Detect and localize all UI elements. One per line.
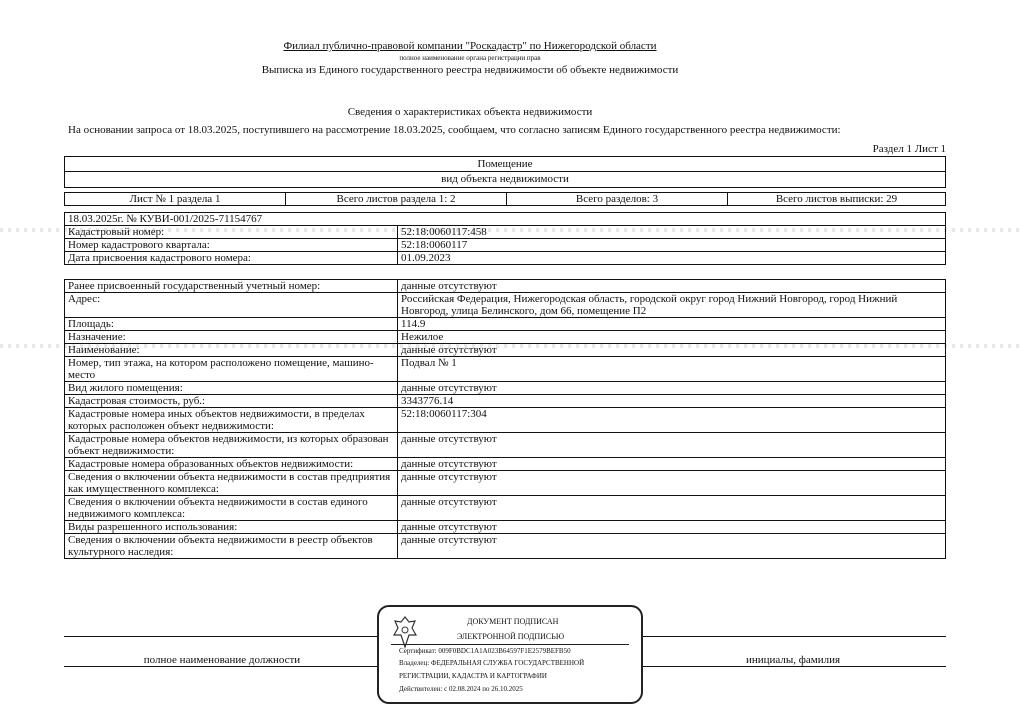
table-row bbox=[65, 280, 946, 293]
table-row bbox=[65, 395, 946, 408]
table-row bbox=[65, 471, 946, 496]
field-value: 52:18:0060117 bbox=[398, 239, 946, 252]
name-caption: инициалы, фамилия bbox=[745, 654, 841, 666]
field-label: Номер, тип этажа, на котором расположено помещение, машино-место bbox=[65, 357, 398, 382]
position-caption: полное наименование должности bbox=[143, 654, 301, 666]
stamp-validity: Действителен: с 02.08.2024 по 26.10.2025 bbox=[399, 685, 523, 693]
table-row bbox=[65, 521, 946, 534]
total-sheets-section: Всего листов раздела 1: 2 bbox=[286, 193, 507, 206]
field-value: данные отсутствуют bbox=[398, 471, 946, 496]
section-title: Сведения о характеристиках объекта недвижимости bbox=[347, 106, 593, 118]
field-label: Наименование: bbox=[65, 344, 398, 357]
doc-number: 18.03.2025г. № КУВИ-001/2025-71154767 bbox=[65, 213, 946, 226]
object-type: Помещение bbox=[477, 158, 533, 170]
field-label: Кадастровые номера объектов недвижимости, из которых образован объект недвижимости: bbox=[65, 433, 398, 458]
field-label: Кадастровые номера образованных объектов недвижимости: bbox=[65, 458, 398, 471]
section-sheet: Раздел 1 Лист 1 bbox=[872, 143, 946, 155]
field-value: 52:18:0060117:304 bbox=[398, 408, 946, 433]
characteristics-table bbox=[64, 279, 946, 559]
field-label: Площадь: bbox=[65, 318, 398, 331]
org-name: Филиал публично-правовой компании "Роскадастр" по Нижегородской области bbox=[283, 40, 657, 52]
field-label: Сведения о включении объекта недвижимости в реестр объектов культурного наследия: bbox=[65, 534, 398, 559]
field-value: Подвал № 1 bbox=[398, 357, 946, 382]
table-row bbox=[65, 357, 946, 382]
field-label: Дата присвоения кадастрового номера: bbox=[65, 252, 398, 265]
table-row bbox=[65, 433, 946, 458]
field-label: Вид жилого помещения: bbox=[65, 382, 398, 395]
table-row bbox=[65, 293, 946, 318]
table-row bbox=[65, 252, 946, 265]
org-caption: полное наименование органа регистрации прав bbox=[399, 54, 541, 62]
field-label: Номер кадастрового квартала: bbox=[65, 239, 398, 252]
table-row bbox=[65, 226, 946, 239]
field-label: Кадастровая стоимость, руб.: bbox=[65, 395, 398, 408]
field-value: 3343776.14 bbox=[398, 395, 946, 408]
field-value: 114.9 bbox=[398, 318, 946, 331]
object-type-box bbox=[64, 156, 946, 188]
field-label: Адрес: bbox=[65, 293, 398, 318]
field-value: 52:18:0060117:458 bbox=[398, 226, 946, 239]
table-row bbox=[65, 239, 946, 252]
signature-stamp bbox=[377, 605, 643, 704]
table-row bbox=[65, 318, 946, 331]
request-line: На основании запроса от 18.03.2025, поступившего на рассмотрение 18.03.2025, сообщаем, что согласно записям Единого государственного реестра недвижимости: bbox=[68, 124, 841, 136]
field-value: данные отсутствуют bbox=[398, 433, 946, 458]
field-label: Кадастровый номер: bbox=[65, 226, 398, 239]
field-label: Виды разрешенного использования: bbox=[65, 521, 398, 534]
cadastral-table bbox=[64, 212, 946, 265]
table-row bbox=[65, 408, 946, 433]
table-row bbox=[65, 382, 946, 395]
field-label: Сведения о включении объекта недвижимости в состав предприятия как имущественного комплекса: bbox=[65, 471, 398, 496]
stamp-certificate: Сертификат: 009F0BDC1A1A023B64597F1E2579BEFB50 bbox=[399, 647, 571, 655]
table-row bbox=[65, 344, 946, 357]
sheets-table bbox=[64, 192, 946, 206]
field-label: Кадастровые номера иных объектов недвижимости, в пределах которых расположен объект недвижимости: bbox=[65, 408, 398, 433]
object-type-caption: вид объекта недвижимости bbox=[441, 173, 569, 185]
field-value: данные отсутствуют bbox=[398, 496, 946, 521]
table-row bbox=[65, 496, 946, 521]
field-value: данные отсутствуют bbox=[398, 534, 946, 559]
table-row bbox=[65, 331, 946, 344]
field-value: Нежилое bbox=[398, 331, 946, 344]
stamp-owner-line1: Владелец: ФЕДЕРАЛЬНАЯ СЛУЖБА ГОСУДАРСТВЕННОЙ bbox=[399, 659, 585, 667]
field-value: данные отсутствуют bbox=[398, 280, 946, 293]
field-label: Назначение: bbox=[65, 331, 398, 344]
document-title: Выписка из Единого государственного реестра недвижимости об объекте недвижимости bbox=[261, 64, 679, 76]
field-label: Сведения о включении объекта недвижимости в состав единого недвижимого комплекса: bbox=[65, 496, 398, 521]
field-label: Ранее присвоенный государственный учетный номер: bbox=[65, 280, 398, 293]
table-row bbox=[65, 458, 946, 471]
field-value: данные отсутствуют bbox=[398, 521, 946, 534]
table-row bbox=[65, 534, 946, 559]
field-value: 01.09.2023 bbox=[398, 252, 946, 265]
stamp-owner-line2: РЕГИСТРАЦИИ, КАДАСТРА И КАРТОГРАФИИ bbox=[399, 672, 547, 680]
stamp-line1: ДОКУМЕНТ ПОДПИСАН bbox=[467, 617, 559, 626]
stamp-line2: ЭЛЕКТРОННОЙ ПОДПИСЬЮ bbox=[457, 632, 565, 641]
field-value: данные отсутствуют bbox=[398, 382, 946, 395]
sheet-number: Лист № 1 раздела 1 bbox=[65, 193, 286, 206]
field-value: данные отсутствуют bbox=[398, 458, 946, 471]
field-value: данные отсутствуют bbox=[398, 344, 946, 357]
total-sections: Всего разделов: 3 bbox=[507, 193, 728, 206]
total-sheets-extract: Всего листов выписки: 29 bbox=[728, 193, 946, 206]
field-value: Российская Федерация, Нижегородская область, городской округ город Нижний Новгород, город Нижний Новгород, улица Белинского, дом 66, помещение П2 bbox=[398, 293, 946, 318]
